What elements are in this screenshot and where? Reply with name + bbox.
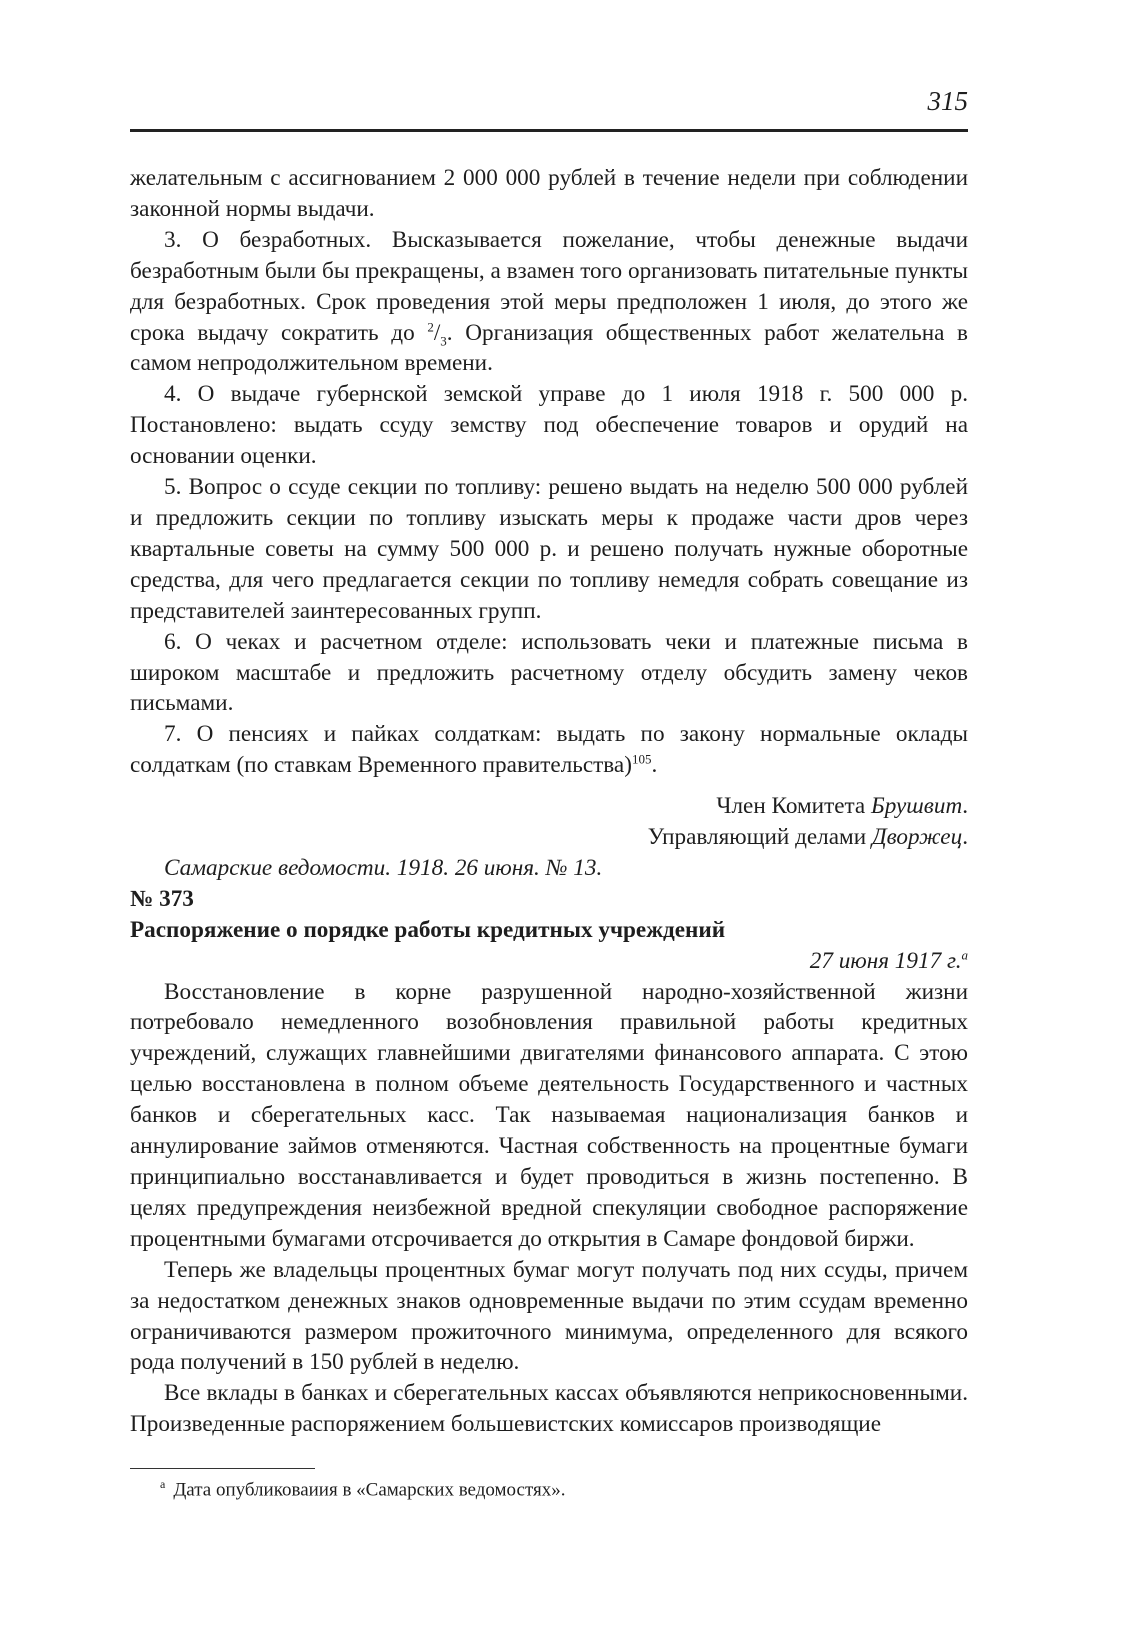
item-3-text-end: . Организация общественных работ желательна в самом непродолжительном времени.	[130, 319, 968, 377]
signature-name: Дворжец	[871, 824, 963, 851]
endnote-ref-105[interactable]: 105	[631, 751, 652, 767]
fraction-denominator: 3	[440, 333, 447, 349]
document-date	[130, 946, 968, 977]
item-6: 6. О чеках и расчетном отделе: использовать чеки и платежные письма в широком масштабе и предложить расчетному отделу обсудить замену чеков письмами.	[130, 628, 968, 717]
signature-1	[130, 791, 968, 822]
footnote-ref-a[interactable]: а	[961, 946, 968, 962]
item-5: 5. Вопрос о ссуде секции по топливу: решено выдать на неделю 500 000 рублей и предложить секции по топливу изыскать меры к продаже части дров через квартальные советы на сумму 500 000 р. и решено получать нужные оборотные средства, для чего предлагается секции по топливу немедля собрать совещание из представителей заинтересованных групп.	[130, 474, 968, 624]
footnote-rule	[130, 1468, 315, 1469]
footnote-text: Дата опубликоваиия в «Самарских ведомостях».	[173, 1479, 566, 1501]
document-paragraph-3: Все вклады в банках и сберегательных кассах объявляются неприкосновенными. Произведенные распоряжением большевистских комиссаров производящие	[130, 1380, 968, 1438]
page-number: 315	[927, 86, 968, 116]
source-citation: Самарские ведомости. 1918. 26 июня. № 13.	[164, 854, 603, 881]
document-paragraph-2: Теперь же владельцы процентных бумаг могут получать под них ссуды, причем за недостатком денежных знаков одновременные выдачи по этим ссудам временно ограничиваются размером прожиточного минимума, определенного для всякого рода получений в 150 рублей в неделю.	[130, 1256, 968, 1376]
item-3-text: 3. О безработных. Высказывается пожелание, чтобы денежные выдачи безработным были бы прекращены, а взамен того организовать питательные пункты для безработных. Срок проведения этой меры предположен 1 июля, до этого же срока выдачу сократить до	[130, 226, 968, 346]
item-3: 3. О безработных. Высказывается пожелание, чтобы денежные выдачи безработным были бы прекращены, а взамен того организовать питательные пункты для безработных. Срок проведения этой меры предположен 1 июля, до этого же срока выдачу сократить до $^2/_3$. Организация общественных работ желательна в самом непродолжительном времени.	[130, 226, 968, 377]
signature-2	[130, 822, 968, 853]
signature-end: .	[962, 824, 968, 851]
continuation-paragraph: желательным с ассигнованием 2 000 000 рублей в течение недели при соблюдении законной нормы выдачи.	[130, 165, 968, 222]
signature-block	[130, 791, 968, 853]
fraction-numerator: 2	[427, 318, 434, 334]
document-date-text: 27 июня 1917 г.	[809, 947, 962, 974]
footnote	[160, 1477, 566, 1501]
document-title: Распоряжение о порядке работы кредитных учреждений	[130, 916, 726, 943]
document-number: № 373	[130, 885, 194, 912]
item-4: 4. О выдаче губернской земской управе до 1 июля 1918 г. 500 000 р. Постановлено: выдать ссуду земству под обеспечение товаров и орудий на основании оценки.	[130, 381, 968, 470]
item-7	[130, 719, 968, 781]
document-paragraph-1: Восстановление в корне разрушенной народно-хозяйственной жизни потребовало немедленного возобновления правильной работы кредитных учреждений, служащих главнейшими двигателями финансового аппарата. С этою целью восстановлена в полном объеме деятельность Государственного и частных банков и сберегательных касс. Так называемая национализация банков и аннулирование займов отменяются. Частная собственность на процентные бумаги принципиально восстанавливается и будет проводиться в жизнь постепенно. В целях предупреждения неизбежной вредной спекуляции свободное распоряжение процентными бумагами отсрочивается до открытия в Самаре фондовой биржи.	[130, 978, 968, 1252]
item-7-end: .	[651, 752, 658, 779]
signature-name: Брушвит	[871, 793, 963, 820]
signature-end: .	[962, 793, 968, 820]
header-rule	[130, 129, 968, 132]
footnote-mark: а	[160, 1477, 166, 1491]
body-text	[130, 163, 968, 1440]
signature-role: Управляющий делами	[647, 824, 872, 851]
signature-role: Член Комитета	[716, 793, 872, 820]
item-7-text: 7. О пенсиях и пайках солдаткам: выдать по закону нормальные оклады солдаткам (по ставкам Временного правительства)	[130, 721, 968, 779]
